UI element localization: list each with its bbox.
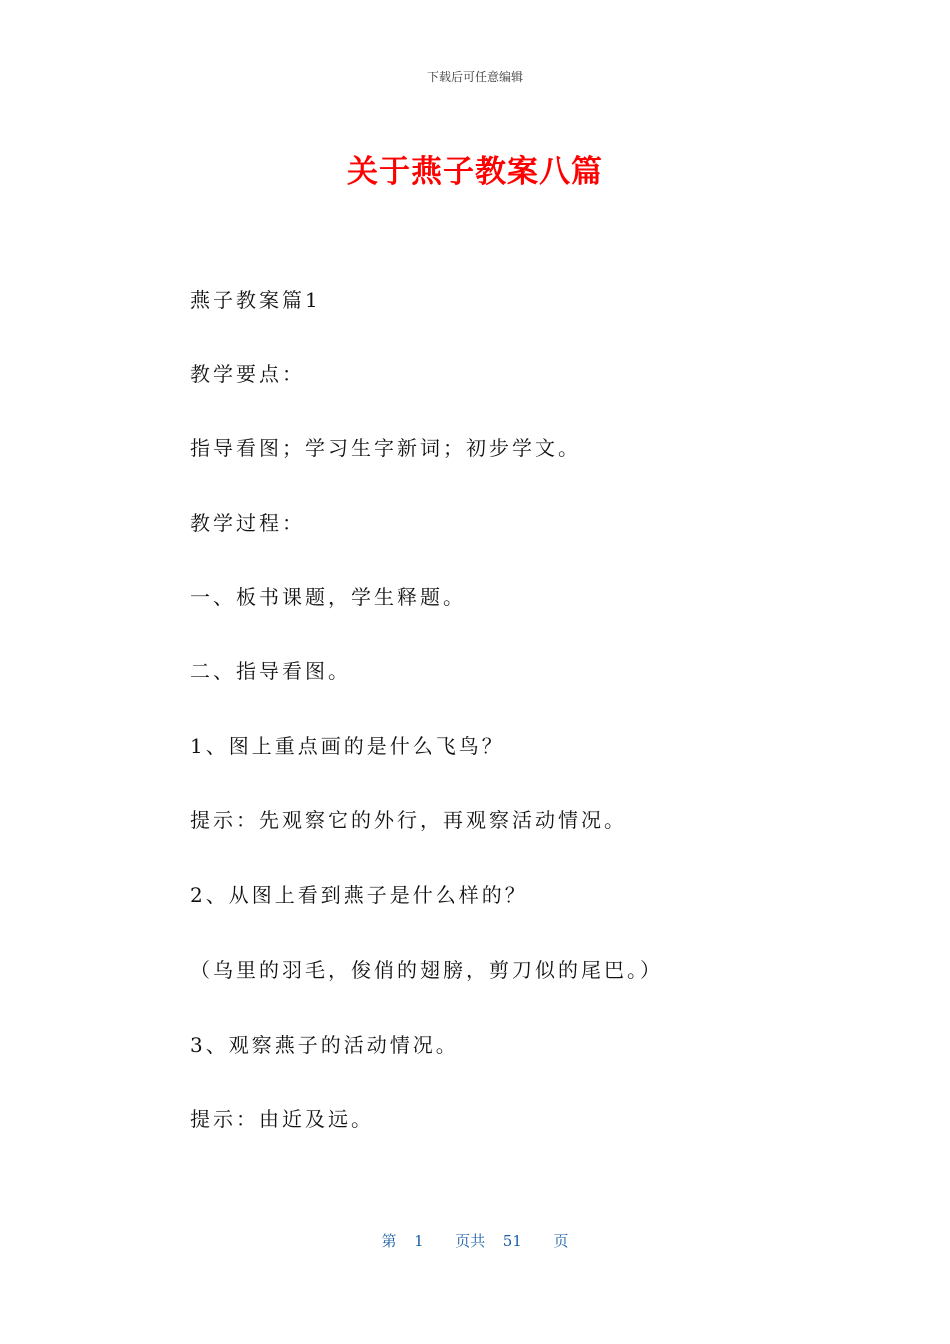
footer-page-suffix: 页 <box>553 1232 569 1250</box>
paragraph-section-heading: 燕子教案篇1 <box>190 288 321 312</box>
paragraph-step-one: 一、板书课题，学生释题。 <box>190 585 466 609</box>
paragraph-teaching-process-label: 教学过程： <box>190 511 305 535</box>
paragraph-question-three: 3、观察燕子的活动情况。 <box>190 1033 459 1057</box>
paragraph-hint-one: 提示：先观察它的外行，再观察活动情况。 <box>190 808 627 832</box>
footer-page-prefix: 第 <box>381 1232 397 1250</box>
paragraph-hint-three: 提示：由近及远。 <box>190 1107 374 1131</box>
paragraph-step-two: 二、指导看图。 <box>190 659 351 683</box>
footer-page-mid: 页共 <box>455 1232 486 1250</box>
footer-page-total: 51 <box>502 1232 522 1250</box>
paragraph-question-two: 2、从图上看到燕子是什么样的？ <box>190 883 528 907</box>
paragraph-question-one: 1、图上重点画的是什么飞鸟？ <box>190 734 505 758</box>
document-title: 关于燕子教案八篇 <box>347 154 603 190</box>
paragraph-teaching-points-label: 教学要点： <box>190 362 305 386</box>
footer-page-number: 1 <box>414 1232 424 1250</box>
page-footer <box>0 1230 950 1251</box>
paragraph-teaching-points: 指导看图；学习生字新词；初步学文。 <box>190 436 581 460</box>
paragraph-answer-two: （乌里的羽毛，俊俏的翅膀，剪刀似的尾巴。） <box>190 958 663 982</box>
header-note: 下载后可任意编辑 <box>426 70 523 84</box>
